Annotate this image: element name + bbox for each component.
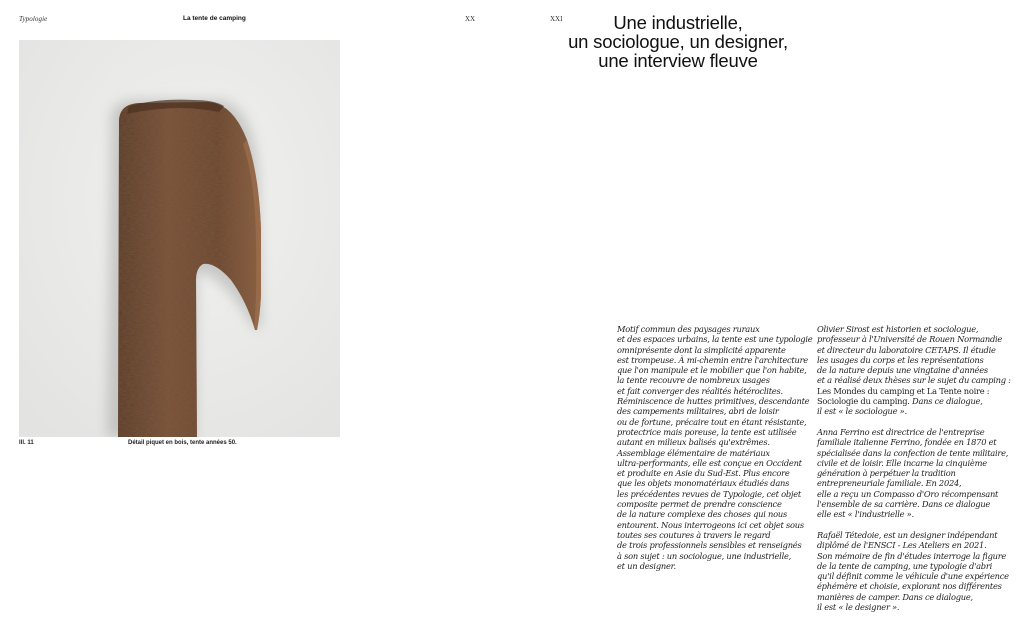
text-line: protectrice mais poreuse, la tente est utilisée xyxy=(617,426,797,437)
text-line: Rafaël Tétedoie, est un designer indépendant xyxy=(817,529,998,540)
text-line: Son mémoire de fin d'études interroge la figure xyxy=(817,550,1007,561)
text-line: de la tente de camping, une typologie d'abri xyxy=(817,560,992,571)
text-line: et produite en Asie du Sud-Est. Plus encore xyxy=(617,468,790,479)
text-line: Réminiscence de huttes primitives, descendante xyxy=(617,396,810,407)
text-line: que l'on manipule et le mobilier que l'on habite, xyxy=(617,365,807,376)
text-line: et a réalisé deux thèses sur le sujet du camping : xyxy=(817,375,1011,386)
wooden-tent-peg-image xyxy=(19,40,340,437)
article-headline xyxy=(548,13,808,70)
figure-photo xyxy=(19,40,340,437)
text-line: il est « le sociologue ». xyxy=(817,406,907,417)
text-line: elle a reçu un Compasso d'Oro récompensant xyxy=(817,488,999,499)
text-line: et directeur du laboratoire CETAPS. Il étudie xyxy=(817,344,996,355)
intro-column xyxy=(617,324,813,581)
text-line: elle est « l'industrielle ». xyxy=(817,509,914,520)
text-fragment: Dans ce dialogue, xyxy=(909,396,983,407)
text-line: les précédentes revues de Typologie, cet objet xyxy=(617,488,801,499)
headline-line: une interview fleuve xyxy=(598,50,758,71)
running-header-title: La tente de camping xyxy=(183,15,246,22)
text-line: composite permet de prendre conscience xyxy=(617,499,782,510)
page-number-right: XXI xyxy=(550,15,563,23)
text-line: omniprésente dont la simplicité apparente xyxy=(617,344,786,355)
headline-line: Une industrielle, xyxy=(613,12,743,33)
text-line: Motif commun des paysages ruraux xyxy=(617,324,760,334)
text-line: ou de fortune, précaire tout en étant résistante, xyxy=(617,416,807,427)
headline-line: un sociologue, un designer, xyxy=(568,31,788,52)
text-line: manières de camper. Dans ce dialogue, xyxy=(817,591,973,602)
text-line: qu'il définit comme le véhicule d'une expérience xyxy=(817,571,1009,582)
bios-column xyxy=(817,324,1022,612)
text-line: éphémère et choisie, explorant nos différentes xyxy=(817,581,1002,592)
book-titles-line: Les Mondes du camping et La Tente noire : xyxy=(817,385,990,396)
text-line: génération à perpétuer la tradition xyxy=(817,468,956,479)
figure-number: Ill. 11 xyxy=(19,440,34,446)
text-line: familiale italienne Ferrino, fondée en 1870 et xyxy=(817,437,997,448)
text-line: Assemblage élémentaire de matériaux xyxy=(617,447,770,458)
page-number-left: XX xyxy=(465,15,476,23)
text-line: de la nature complexe des choses qui nous xyxy=(617,509,787,520)
text-line: l'ensemble de sa carrière. Dans ce dialogue xyxy=(817,499,991,510)
text-line: et un designer. xyxy=(617,560,676,571)
bio-ferrino xyxy=(817,427,1022,520)
text-line: spécialisée dans la confection de tente militaire, xyxy=(817,447,1009,458)
text-line: que les objets monomatériaux étudiés dans xyxy=(617,478,790,489)
text-line: et fait converger des réalités hétéroclites. xyxy=(617,385,783,396)
text-line: autant en milieux balisés qu'extrêmes. xyxy=(617,437,770,448)
bio-sirost xyxy=(817,324,1022,417)
text-line: des campements militaires, abri de loisir xyxy=(617,406,779,417)
text-line: de trois professionnels sensibles et renseignés xyxy=(617,540,802,551)
book-title-text: Sociologie du camping. xyxy=(817,396,910,407)
bio-tetedoie xyxy=(817,530,1022,612)
text-line: et des espaces urbains, la tente est une typologie xyxy=(617,334,813,345)
text-line: professeur à l'Université de Rouen Normandie xyxy=(817,334,1003,345)
text-line: entourent. Nous interrogeons ici cet objet sous xyxy=(617,519,804,530)
text-line: diplômé de l'ENSCI - Les Ateliers en 2021. xyxy=(817,540,987,551)
text-line: Olivier Sirost est historien et sociologue, xyxy=(817,324,979,334)
text-line: à son sujet : un sociologue, une industrielle, xyxy=(617,550,792,561)
text-line: les usages du corps et les représentations xyxy=(817,354,984,365)
text-line: est trompeuse. À mi-chemin entre l'architecture xyxy=(617,354,808,365)
running-header-section: Typologie xyxy=(19,15,48,23)
text-line: ultra-performants, elle est conçue en Occident xyxy=(617,457,802,468)
text-line: la tente recouvre de nombreux usages xyxy=(617,375,770,386)
text-line: il est « le designer ». xyxy=(817,602,900,613)
text-line: de la nature depuis une vingtaine d'années xyxy=(817,365,988,376)
figure-caption: Détail piquet en bois, tente années 50. xyxy=(128,440,237,446)
text-line: entrepreneuriale familiale. En 2024, xyxy=(817,478,962,489)
text-line: civile et de loisir. Elle incarne la cinquième xyxy=(817,457,987,468)
text-line: Anna Ferrino est directrice de l'entreprise xyxy=(817,426,985,437)
text-line: toutes ses coutures à travers le regard xyxy=(617,529,771,540)
intro-paragraph xyxy=(617,324,813,571)
